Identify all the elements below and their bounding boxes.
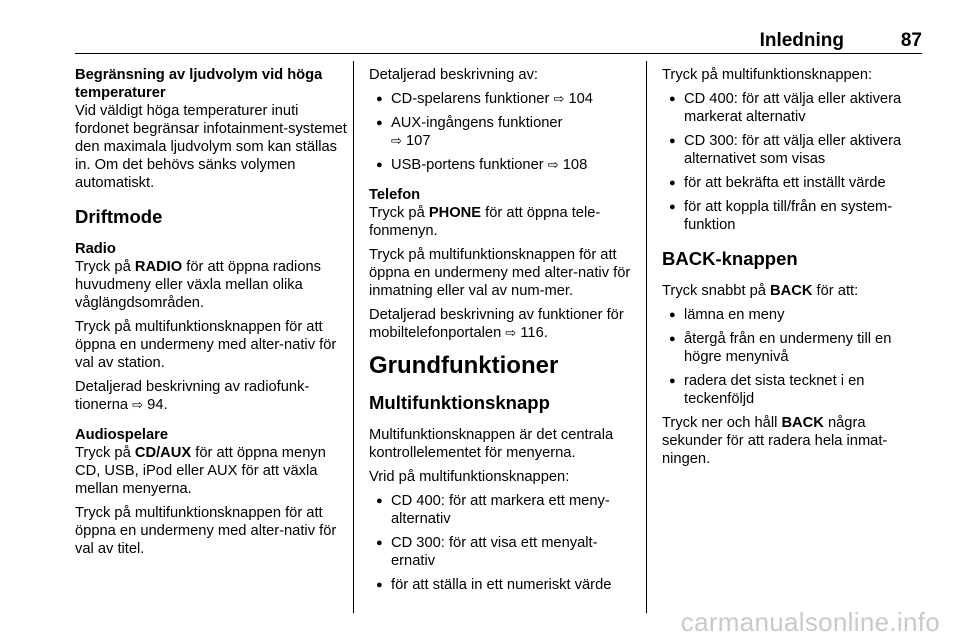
telefon-heading: Telefon [369, 187, 421, 203]
audio-paragraph-1: Tryck på CD/AUX för att öppna menyn CD, USB, iPod eller AUX för att växla mellan menyerna. [75, 445, 326, 497]
page-ref-arrow-icon: ⇨ [391, 133, 402, 148]
back-key: BACK [781, 415, 824, 431]
page-ref: 116. [520, 325, 548, 341]
page-ref: 108 [562, 157, 588, 173]
column-divider [353, 61, 354, 613]
list-item: ● CD-spelarens funktioner ⇨ 104 [369, 90, 641, 108]
list-item: ● USB-portens funktioner ⇨ 108 [369, 156, 641, 174]
back-intro: Tryck snabbt på BACK för att: [662, 283, 859, 299]
page-ref-arrow-icon: ⇨ [132, 397, 144, 412]
telefon-paragraph-1: Tryck på PHONE för att öppna tele-fonmenyn. [369, 205, 601, 239]
detail-intro: Detaljerad beskrivning av: [369, 67, 538, 83]
radio-paragraph-3: Detaljerad beskrivning av radiofunk-tionerna ⇨ 94. [75, 379, 310, 413]
cd-aux-key: CD/AUX [134, 445, 192, 461]
header-title: Inledning [759, 30, 844, 51]
multi-paragraph-2: Vrid på multifunktionsknappen: [369, 469, 570, 485]
list-item: ● för att bekräfta ett inställt värde [662, 174, 927, 192]
header-rule [75, 53, 922, 54]
page-number: 87 [900, 30, 922, 51]
column-3 [662, 66, 927, 474]
press-list [662, 90, 927, 234]
page-header [75, 28, 922, 54]
list-item: ● CD 300: för att visa ett menyalt-ernativ [369, 534, 641, 570]
radio-paragraph-1: Tryck på RADIO för att öppna radions huvudmeny eller växla mellan olika våglängdsområden. [75, 259, 321, 311]
list-item: ● för att ställa in ett numeriskt värde [369, 576, 641, 594]
turn-list [369, 492, 641, 594]
detail-list [369, 90, 641, 174]
page-ref-arrow-icon: ⇨ [505, 325, 517, 340]
column-1 [75, 66, 347, 564]
watermark: carmanualsonline.info [680, 607, 940, 637]
list-item: ● återgå från en undermeny till en högre menynivå [662, 330, 927, 366]
chapter-heading: Grundfunktioner [369, 352, 559, 379]
column-divider [646, 61, 647, 613]
page-ref-arrow-icon: ⇨ [553, 91, 565, 106]
press-intro: Tryck på multifunktionsknappen: [662, 67, 873, 83]
multi-paragraph-1: Multifunktionsknappen är det centrala kontrollelementet för menyerna. [369, 427, 614, 461]
page-ref: 104 [568, 91, 593, 107]
list-item: ● radera det sista tecknet i en teckenföljd [662, 372, 927, 408]
page-ref: 107 [406, 133, 431, 149]
list-item: ● lämna en meny [662, 306, 927, 324]
back-key: BACK [770, 283, 813, 299]
multi-heading: Multifunktionsknapp [369, 392, 550, 413]
audio-heading: Audiospelare [75, 427, 169, 443]
back-paragraph: Tryck ner och håll BACK några sekunder för att radera hela inmat-ningen. [662, 415, 888, 467]
radio-paragraph-2: Tryck på multifunktionsknappen för att öppna en undermeny med alter-nativ för val av station. [75, 319, 337, 371]
radio-key: RADIO [134, 259, 183, 275]
list-item: ● CD 400: för att markera ett meny-alternativ [369, 492, 641, 528]
page-ref: 94. [147, 397, 168, 413]
audio-paragraph-2: Tryck på multifunktionsknappen för att öppna en undermeny med alter-nativ för val av titel. [75, 505, 337, 557]
back-list [662, 306, 927, 408]
list-item: ● CD 300: för att välja eller aktivera alternativet som visas [662, 132, 927, 168]
back-heading: BACK-knappen [662, 248, 798, 269]
temperature-heading: Begränsning av ljudvolym vid höga temperaturer [75, 67, 323, 101]
list-item: ● CD 400: för att välja eller aktivera markerat alternativ [662, 90, 927, 126]
radio-heading: Radio [75, 241, 116, 257]
telefon-paragraph-2: Tryck på multifunktionsknappen för att öppna en undermeny med alter-nativ för inmatning eller val av num-mer. [369, 247, 631, 299]
phone-key: PHONE [428, 205, 482, 221]
telefon-paragraph-3: Detaljerad beskrivning av funktioner för mobiltelefonportalen ⇨ 116. [369, 307, 624, 341]
driftmode-heading: Driftmode [75, 206, 163, 227]
list-item: ● AUX-ingångens funktioner ⇨ 107 [369, 114, 641, 150]
list-item: ● för att koppla till/från en system-funktion [662, 198, 927, 234]
temperature-text: Vid väldigt höga temperaturer inuti fordonet begränsar infotainment-systemet den maximala ljudvolym som kan ställas in. Om det behövs sänks volymen automatiskt. [75, 103, 347, 191]
page-ref-arrow-icon: ⇨ [547, 157, 559, 172]
column-2 [369, 66, 641, 600]
